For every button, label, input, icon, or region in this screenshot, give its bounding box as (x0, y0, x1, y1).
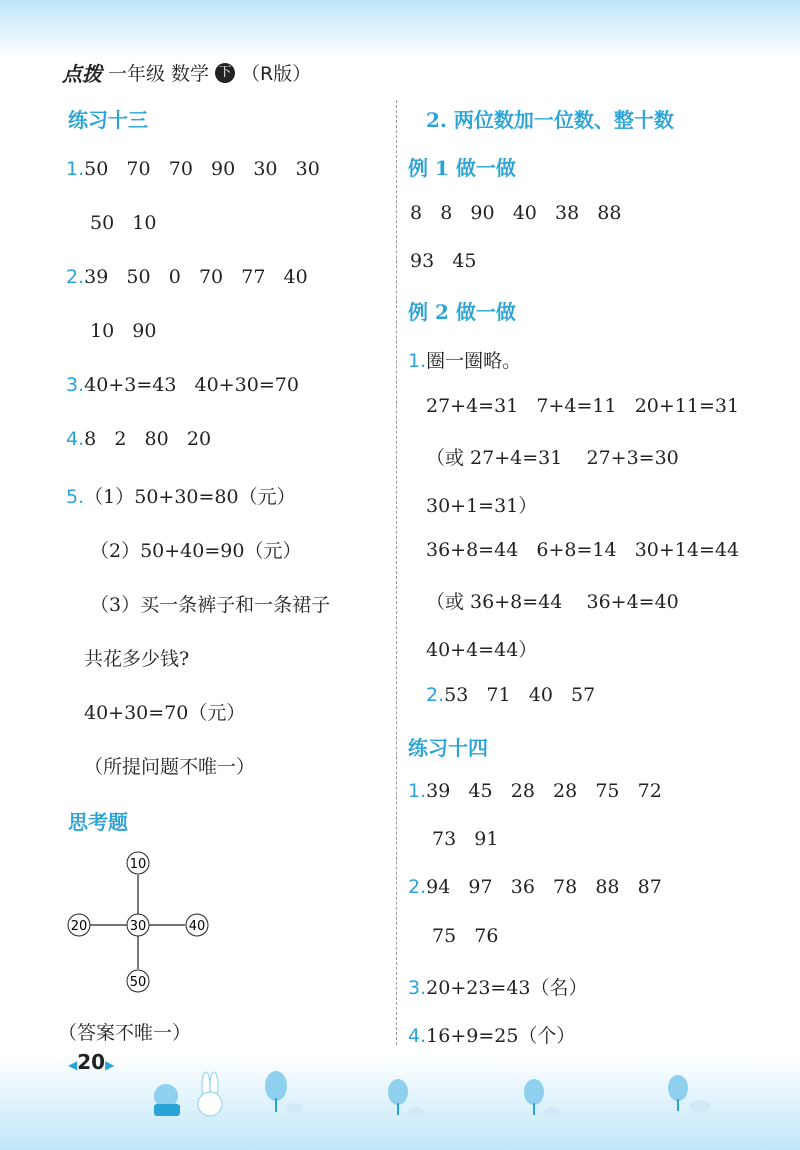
question-number: 2. (426, 684, 445, 706)
section-title-sikaoti: 思考题 (68, 810, 128, 834)
question-5-line-3: （3）买一条裤子和一条裙子 (90, 594, 331, 616)
section-title-liangweishu: 2. 两位数加一位数、整十数 (426, 108, 674, 132)
question-number: 3. (66, 374, 85, 396)
volume-badge: 下 (215, 63, 235, 83)
question-number: 5. (66, 486, 85, 508)
answer-text: 94 97 36 78 88 87 (426, 876, 662, 898)
question-5-line-1 (66, 482, 296, 509)
example-2-q1-line-2: 27+4=31 7+4=11 20+11=31 (426, 395, 740, 417)
question-5-line-5: 40+30=70（元） (84, 702, 246, 724)
question-number: 3. (408, 977, 427, 999)
node-right-label: 40 (188, 919, 206, 934)
question-1-line-1 (66, 158, 320, 180)
example-1-title: 例 1 做一做 (408, 156, 516, 180)
practice-q2-line-2: 75 76 (432, 925, 499, 947)
question-2-line-1 (66, 266, 308, 288)
example-2-title: 例 2 做一做 (408, 300, 516, 324)
page-number (68, 1050, 114, 1074)
question-5-line-2: （2）50+40=90（元） (90, 540, 302, 562)
question-number: 1. (408, 780, 427, 802)
question-2-line-2: 10 90 (90, 320, 157, 342)
answer-text: 16+9=25（个） (426, 1025, 576, 1047)
page-number-text: 20 (77, 1050, 106, 1074)
number-cross-diagram (60, 845, 230, 1005)
question-5-line-6: （所提问题不唯一） (84, 756, 256, 778)
practice-q3-line (408, 973, 588, 1000)
question-number: 2. (408, 876, 427, 898)
question-number: 2. (66, 266, 85, 288)
diagram-note: （答案不唯一） (58, 1022, 192, 1044)
brand-logo: 点拨 (62, 62, 102, 86)
answer-text: 圈一圈略。 (426, 350, 522, 372)
answer-text: 50 70 70 90 30 30 (84, 158, 320, 180)
header-title: 一年级 数学 (108, 63, 210, 85)
example-2-q1-line-3: （或 27+4=31 27+3=30 (426, 447, 679, 469)
answer-text: 39 45 28 28 75 72 (426, 780, 662, 802)
node-bottom-label: 50 (129, 975, 147, 990)
example-1-line-2: 93 45 (410, 250, 477, 272)
example-2-q1-line-7: 40+4=44） (426, 639, 538, 661)
question-number: 1. (66, 158, 85, 180)
cartoon-animals-icon (148, 1066, 228, 1121)
answer-text: 53 71 40 57 (444, 684, 596, 706)
answer-text: （1）50+30=80（元） (84, 486, 296, 508)
question-1-line-2: 50 10 (90, 212, 157, 234)
example-2-q1-line-6: （或 36+8=44 36+4=40 (426, 591, 679, 613)
tree-icon (384, 1076, 424, 1121)
practice-q4-line (408, 1021, 575, 1048)
page-arrow-right-icon: ▶ (105, 1058, 115, 1072)
node-center-label: 30 (129, 919, 147, 934)
node-top-label: 10 (129, 857, 147, 872)
example-2-q2-line (426, 684, 595, 706)
question-3-line (66, 374, 299, 396)
answer-text: 40+3=43 40+30=70 (84, 374, 299, 396)
section-title-lianxi14: 练习十四 (408, 736, 488, 760)
answer-text: 39 50 0 70 77 40 (84, 266, 308, 288)
example-1-line-1: 8 8 90 40 38 88 (410, 202, 622, 224)
example-2-q1-line-5: 36+8=44 6+8=14 30+14=44 (426, 539, 740, 561)
column-divider (396, 100, 397, 1045)
page-arrow-left-icon: ◀ (68, 1058, 78, 1072)
question-4-line (66, 428, 211, 450)
practice-q2-line-1 (408, 876, 662, 898)
question-number: 4. (408, 1025, 427, 1047)
tree-icon (262, 1068, 302, 1118)
practice-q1-line-1 (408, 780, 662, 802)
top-decoration-band (0, 0, 800, 60)
question-5-line-4: 共花多少钱? (84, 648, 190, 670)
practice-q1-line-2: 73 91 (432, 828, 499, 850)
node-left-label: 20 (70, 919, 88, 934)
page-header (62, 58, 311, 87)
tree-icon (664, 1072, 714, 1117)
question-number: 4. (66, 428, 85, 450)
edition-label: （R版） (241, 63, 312, 85)
answer-text: 8 2 80 20 (84, 428, 212, 450)
example-2-q1-line-1 (408, 346, 521, 373)
example-2-q1-line-4: 30+1=31） (426, 495, 538, 517)
question-number: 1. (408, 350, 427, 372)
section-title-lianxi13: 练习十三 (68, 108, 148, 132)
answer-text: 20+23=43（名） (426, 977, 588, 999)
tree-icon (520, 1076, 560, 1121)
